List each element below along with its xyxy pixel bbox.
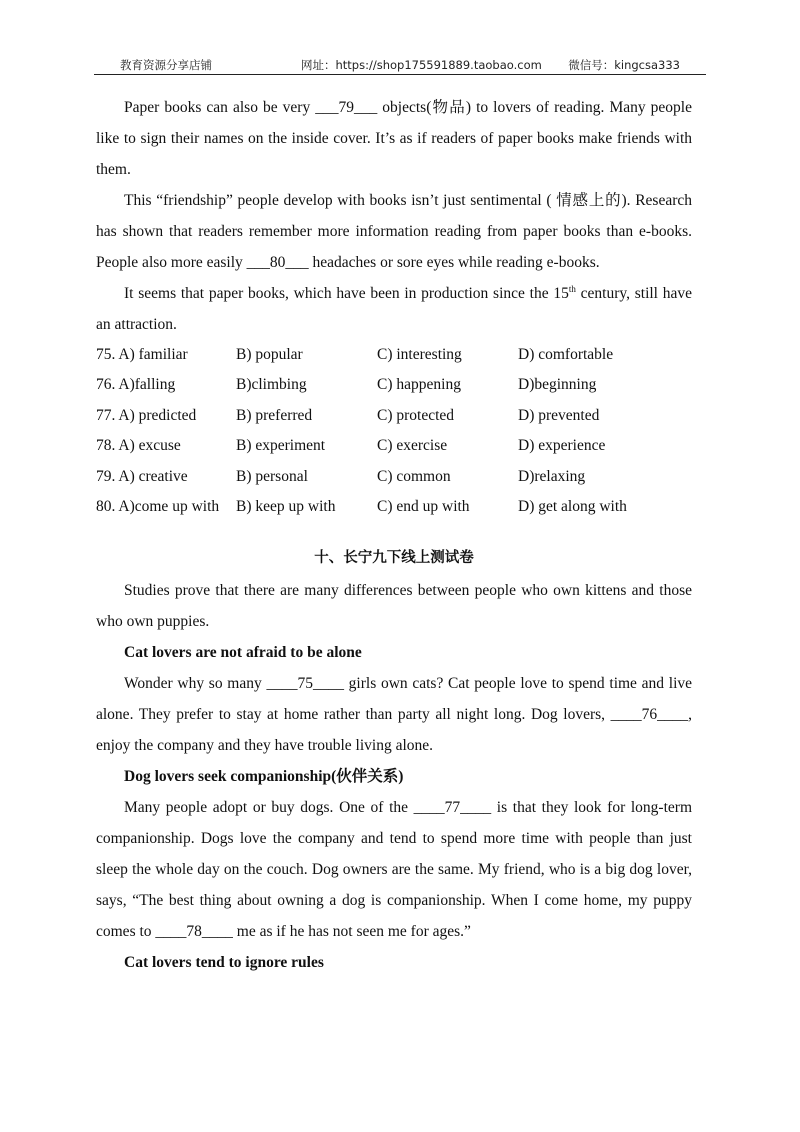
paragraph-p1-3-a: It seems that paper books, which have been in production since the 15	[124, 285, 569, 302]
paragraph-p1-3-b: century, still have an attraction.	[96, 285, 692, 333]
option-a: 78. A) excuse	[96, 437, 181, 455]
subheading-cat-lovers-rules: Cat lovers tend to ignore rules	[124, 954, 324, 972]
paragraph-intro: Studies prove that there are many differences between people who own kittens and those who own puppies.	[96, 582, 692, 631]
paragraph-cat-lovers: Wonder why so many ____75____ girls own cats? Cat people love to spend time and live alone. They prefer to stay at home rather than party all night long. Dog lovers, ____76____, enjoy the company and they have trouble living alone.	[96, 675, 692, 755]
option-a: 75. A) familiar	[96, 346, 188, 363]
option-d: D) experience	[518, 437, 606, 455]
option-c: C) common	[377, 467, 451, 485]
option-d: D) comfortable	[518, 346, 614, 363]
option-b: B) popular	[236, 346, 303, 363]
option-b: B)climbing	[236, 376, 307, 394]
paragraph-p1-1: Paper books can also be very ___79___ objects(物品) to lovers of reading. Many people like to sign their names on the inside cover. It’s as if readers of paper books make friends with them.	[96, 99, 692, 178]
option-c: C) happening	[377, 376, 461, 394]
option-a: 80. A)come up with	[96, 497, 220, 515]
option-row-80	[96, 492, 692, 522]
subheading-cat-lovers-alone: Cat lovers are not afraid to be alone	[124, 644, 362, 662]
header-shop-name: 教育资源分享店铺	[120, 58, 212, 72]
option-d: D) prevented	[518, 406, 600, 424]
option-a: 79. A) creative	[96, 467, 188, 485]
option-row-76	[96, 370, 692, 400]
option-c: C) interesting	[377, 346, 462, 363]
page-header	[94, 56, 706, 75]
option-b: B) personal	[236, 467, 308, 485]
header-wechat: 微信号：kingcsa333	[568, 58, 680, 72]
option-d: D)relaxing	[518, 467, 586, 485]
option-c: C) protected	[377, 406, 455, 424]
option-d: D)beginning	[518, 376, 597, 394]
subheading-dog-lovers: Dog lovers seek companionship(伙伴关系)	[124, 768, 404, 786]
superscript-th: th	[568, 283, 576, 294]
option-row-77	[96, 401, 692, 431]
options-list	[96, 340, 692, 522]
paragraph-p1-2: This “friendship” people develop with books isn’t just sentimental ( 情感上的). Research has shown that readers remember more information reading from paper books than e-books. People also more easily ___80___ headaches or sore eyes while reading e-books.	[96, 192, 692, 271]
header-url: 网址：https://shop175591889.taobao.com	[301, 58, 542, 72]
paragraph-dog-lovers: Many people adopt or buy dogs. One of the ____77____ is that they look for long-term companionship. Dogs love the company and tend to spend more time with people than just sleep the whole day on the couch. Dog owners are the same. My friend, who is a big dog lover, says, “The best thing about owning a dog is companionship. When I come home, my puppy comes to ____78____ me as if he has not seen me for ages.”	[96, 799, 692, 941]
option-a: 77. A) predicted	[96, 406, 197, 424]
document-body	[96, 92, 692, 978]
option-a: 76. A)falling	[96, 376, 176, 394]
option-d: D) get along with	[518, 497, 627, 515]
option-b: B) keep up with	[236, 497, 336, 515]
option-row-79	[96, 462, 692, 492]
option-row-75	[96, 340, 692, 370]
option-b: B) preferred	[236, 406, 313, 424]
option-row-78	[96, 431, 692, 461]
option-c: C) exercise	[377, 437, 448, 455]
section-title: 十、长宁九下线上测试卷	[314, 550, 474, 567]
option-b: B) experiment	[236, 437, 326, 455]
paragraph-p1-3	[96, 278, 692, 340]
option-c: C) end up with	[377, 497, 470, 515]
